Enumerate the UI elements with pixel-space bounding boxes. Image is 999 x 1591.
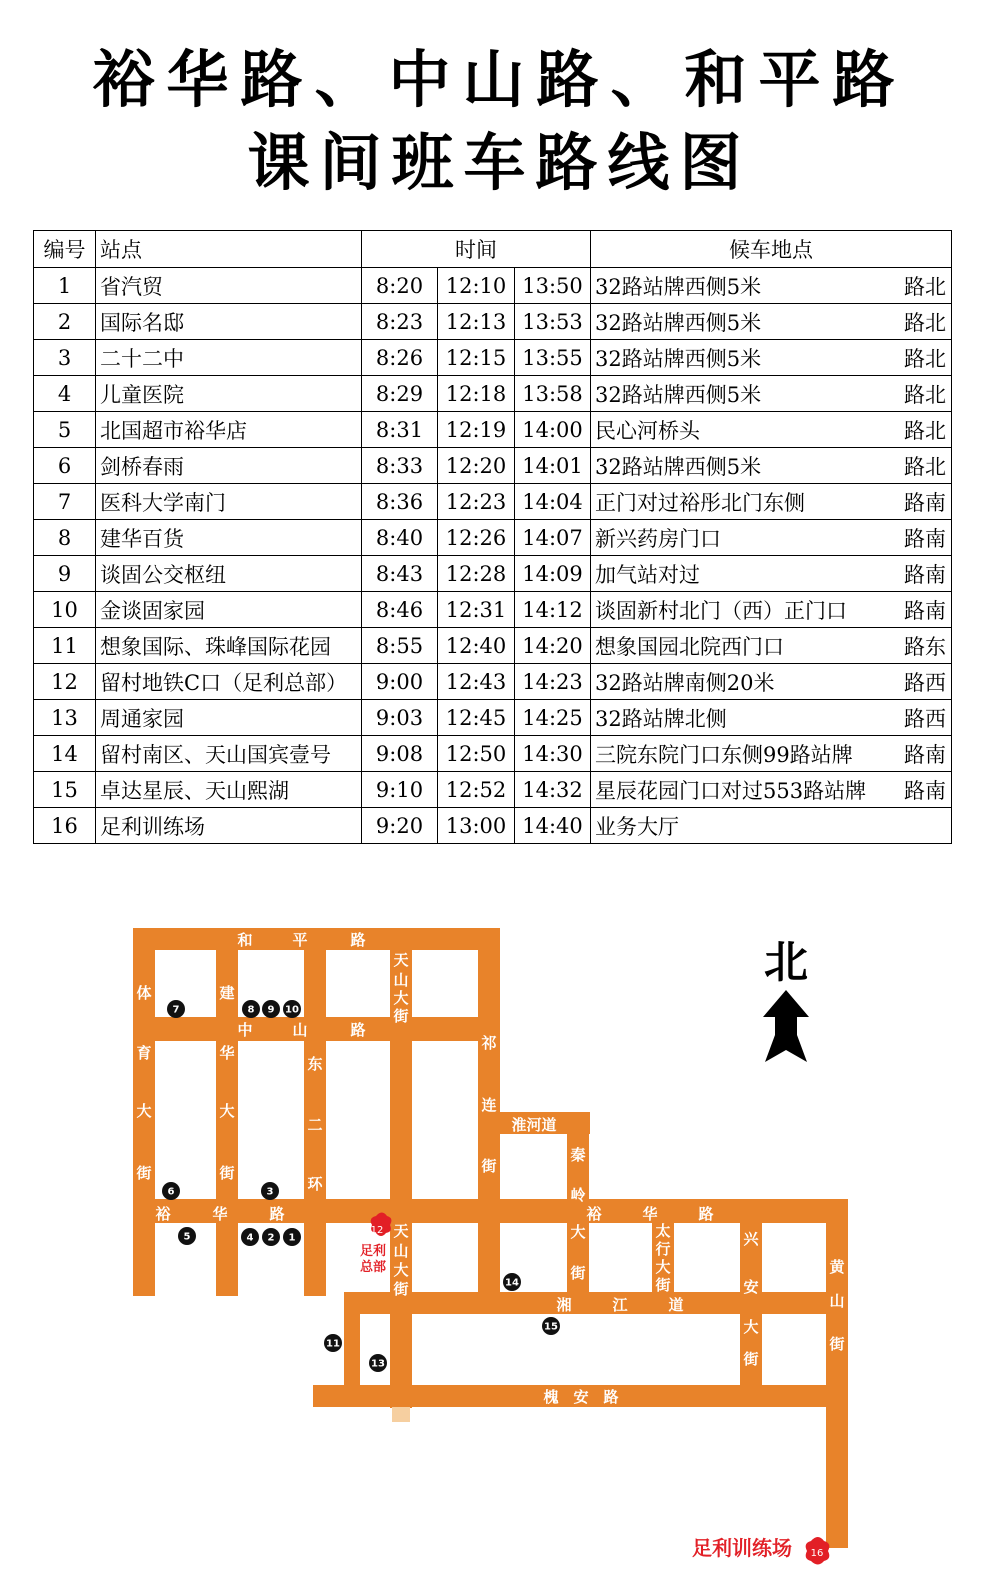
cell-time-2: 12:18 — [438, 376, 515, 412]
cell-no: 3 — [34, 340, 96, 376]
north-arrow-icon — [763, 990, 809, 1062]
road-label-huaian: 路 — [603, 1388, 619, 1406]
cell-no: 2 — [34, 304, 96, 340]
table-row — [34, 808, 952, 844]
cell-time-2: 12:52 — [438, 772, 515, 808]
table-row — [34, 484, 952, 520]
location-direction: 路南 — [904, 526, 947, 551]
road-label-tiyu: 育 — [136, 1044, 152, 1062]
road-label-tianshan-north: 街 — [393, 1007, 409, 1025]
road-label-taihang: 行 — [655, 1240, 671, 1258]
table-row — [34, 376, 952, 412]
cell-time-1: 9:20 — [362, 808, 438, 844]
location-text: 32路站牌西侧5米 — [595, 382, 762, 407]
road-label-taihang: 太 — [655, 1222, 671, 1240]
road-label-jianhua: 华 — [219, 1044, 235, 1062]
cell-time-2: 12:50 — [438, 736, 515, 772]
cell-time-2: 12:10 — [438, 268, 515, 304]
north-arrow — [763, 937, 809, 1062]
road-label-jianhua: 建 — [219, 984, 235, 1002]
cell-time-1: 8:29 — [362, 376, 438, 412]
cell-stop: 想象国际、珠峰国际花园 — [96, 628, 362, 664]
road-label-jianhua: 大 — [219, 1102, 235, 1120]
table-row — [34, 736, 952, 772]
stop-marker-number: 14 — [505, 1277, 519, 1289]
cell-location — [591, 808, 952, 844]
cell-no: 14 — [34, 736, 96, 772]
stop-marker-number: 2 — [267, 1232, 275, 1244]
road-label-qinling: 秦 — [570, 1146, 586, 1164]
road-label-yuhua-west: 华 — [212, 1205, 228, 1223]
header-stop: 站点 — [96, 231, 362, 268]
location-text: 32路站牌西侧5米 — [595, 346, 762, 371]
cell-stop: 留村南区、天山国宾壹号 — [96, 736, 362, 772]
stop-marker-number: 1 — [288, 1232, 296, 1244]
cell-time-2: 12:28 — [438, 556, 515, 592]
cell-time-3: 13:58 — [515, 376, 591, 412]
cell-time-2: 12:31 — [438, 592, 515, 628]
cell-time-2: 12:13 — [438, 304, 515, 340]
table-row — [34, 412, 952, 448]
location-text: 32路站牌西侧5米 — [595, 310, 762, 335]
stop-marker-number: 5 — [183, 1231, 191, 1243]
road-label-xiangjiang: 道 — [668, 1296, 684, 1314]
road-label-yuhua-east: 华 — [642, 1205, 658, 1223]
page-title-line1: 裕华路、中山路、和平路 — [92, 43, 907, 116]
table-row — [34, 772, 952, 808]
road-label-xingan: 安 — [743, 1278, 759, 1296]
road-label-xingan: 兴 — [743, 1230, 759, 1248]
road-label-tianshan-north: 天 — [393, 951, 409, 969]
cell-stop: 医科大学南门 — [96, 484, 362, 520]
cell-no: 16 — [34, 808, 96, 844]
road-label-dong2huan: 二 — [307, 1116, 323, 1134]
north-label: 北 — [764, 937, 808, 988]
cell-time-2: 12:15 — [438, 340, 515, 376]
road-label-yuhua-east: 裕 — [586, 1205, 602, 1223]
cell-time-2: 12:40 — [438, 628, 515, 664]
stop-marker-number: 3 — [266, 1186, 274, 1198]
cell-time-1: 8:36 — [362, 484, 438, 520]
cell-time-3: 14:25 — [515, 700, 591, 736]
schedule-table — [33, 230, 952, 844]
location-text: 32路站牌西侧5米 — [595, 274, 762, 299]
road-label-huangshan: 黄 — [829, 1258, 845, 1276]
cell-no: 4 — [34, 376, 96, 412]
location-text: 业务大厅 — [595, 814, 680, 839]
road-label-zhongshan: 路 — [350, 1021, 366, 1039]
stop-marker-number: 15 — [544, 1321, 558, 1333]
road-label-tiyu: 街 — [136, 1164, 152, 1182]
road-label-tiyu: 体 — [136, 984, 152, 1002]
training-number: 16 — [810, 1548, 824, 1559]
location-direction: 路西 — [904, 670, 947, 695]
cell-time-3: 14:30 — [515, 736, 591, 772]
cell-stop: 国际名邸 — [96, 304, 362, 340]
location-direction: 路北 — [904, 382, 947, 407]
location-text: 三院东院门口东侧99路站牌 — [595, 742, 853, 767]
road-label-tianshan-south: 山 — [393, 1242, 409, 1260]
road-label-dong2huan: 东 — [307, 1055, 323, 1073]
cell-stop: 二十二中 — [96, 340, 362, 376]
cell-time-3: 14:01 — [515, 448, 591, 484]
stop-marker-number: 4 — [246, 1232, 254, 1244]
cell-stop: 建华百货 — [96, 520, 362, 556]
table-row — [34, 304, 952, 340]
location-text: 谈固新村北门（西）正门口 — [595, 598, 848, 623]
road-label-tianshan-south: 大 — [393, 1261, 409, 1279]
location-direction: 路北 — [904, 418, 947, 443]
cell-no: 5 — [34, 412, 96, 448]
cell-stop: 北国超市裕华店 — [96, 412, 362, 448]
cell-location — [591, 772, 952, 808]
cell-time-3: 13:50 — [515, 268, 591, 304]
cell-location — [591, 268, 952, 304]
road-label-tianshan-north: 山 — [393, 971, 409, 989]
road-label-qilian: 街 — [481, 1157, 497, 1175]
cell-location — [591, 340, 952, 376]
cell-location — [591, 376, 952, 412]
location-direction: 路南 — [904, 742, 947, 767]
cell-location — [591, 700, 952, 736]
cell-time-2: 12:45 — [438, 700, 515, 736]
location-text: 想象国园北院西门口 — [595, 634, 785, 659]
cell-stop: 周通家园 — [96, 700, 362, 736]
cell-time-1: 8:43 — [362, 556, 438, 592]
cell-no: 10 — [34, 592, 96, 628]
road-label-heping: 和 — [237, 931, 253, 949]
cell-no: 15 — [34, 772, 96, 808]
cell-time-1: 8:40 — [362, 520, 438, 556]
location-text: 新兴药房门口 — [595, 526, 722, 551]
cell-stop: 剑桥春雨 — [96, 448, 362, 484]
road-label-heping: 平 — [292, 931, 308, 949]
road-label-qinling: 岭 — [570, 1186, 586, 1204]
location-text: 32路站牌西侧5米 — [595, 454, 762, 479]
training-label: 足利训练场 — [692, 1536, 792, 1560]
road-label-huaihe: 淮河道 — [511, 1116, 557, 1134]
stop-marker-number: 7 — [172, 1004, 180, 1016]
road-label-xiangjiang: 江 — [612, 1296, 628, 1314]
cell-no: 13 — [34, 700, 96, 736]
cell-location — [591, 304, 952, 340]
cell-location — [591, 736, 952, 772]
cell-location — [591, 628, 952, 664]
cell-stop: 儿童医院 — [96, 376, 362, 412]
cell-time-1: 8:33 — [362, 448, 438, 484]
cell-time-1: 8:46 — [362, 592, 438, 628]
road-label-yuhua-west: 裕 — [155, 1205, 171, 1223]
cell-location — [591, 592, 952, 628]
road-label-qilian: 连 — [481, 1096, 497, 1114]
stop-marker-number: 8 — [247, 1004, 255, 1016]
page-title-line2: 课间班车路线图 — [247, 126, 752, 199]
cell-time-2: 12:43 — [438, 664, 515, 700]
cell-time-3: 14:07 — [515, 520, 591, 556]
cell-time-2: 12:20 — [438, 448, 515, 484]
hq-label-2: 总部 — [359, 1260, 387, 1275]
cell-location — [591, 412, 952, 448]
cell-no: 9 — [34, 556, 96, 592]
header-no: 编号 — [34, 231, 96, 268]
road-label-zhongshan: 山 — [292, 1021, 308, 1039]
table-row — [34, 268, 952, 304]
cell-time-3: 14:23 — [515, 664, 591, 700]
road-label-tiyu: 大 — [136, 1102, 152, 1120]
stop-marker-number: 10 — [285, 1004, 299, 1016]
road-label-huaian: 安 — [573, 1388, 589, 1406]
cell-time-1: 8:26 — [362, 340, 438, 376]
cell-time-2: 12:26 — [438, 520, 515, 556]
table-header-row — [34, 231, 952, 268]
road-label-qilian: 祁 — [481, 1034, 497, 1052]
road-label-taihang: 街 — [655, 1276, 671, 1294]
road-label-taihang: 大 — [655, 1258, 671, 1276]
table-row — [34, 592, 952, 628]
cell-stop: 卓达星辰、天山熙湖 — [96, 772, 362, 808]
road-label-tianshan-south: 天 — [393, 1222, 409, 1240]
training-ground — [692, 1536, 829, 1565]
hq-number: 12 — [370, 1225, 384, 1236]
cell-no: 1 — [34, 268, 96, 304]
road-label-qinling: 街 — [570, 1264, 586, 1282]
cell-location — [591, 556, 952, 592]
cell-time-1: 8:20 — [362, 268, 438, 304]
road-label-zhongshan: 中 — [237, 1021, 253, 1039]
table-row — [34, 700, 952, 736]
cell-location — [591, 664, 952, 700]
road-label-yuhua-west: 路 — [269, 1205, 285, 1223]
stop-marker-number: 13 — [371, 1358, 385, 1370]
table-row — [34, 448, 952, 484]
location-direction: 路南 — [904, 490, 947, 515]
road-label-xingan: 大 — [743, 1318, 759, 1336]
table-row — [34, 664, 952, 700]
cell-no: 12 — [34, 664, 96, 700]
header-location: 候车地点 — [591, 231, 952, 268]
road-label-xingan: 街 — [743, 1350, 759, 1368]
cell-time-3: 14:04 — [515, 484, 591, 520]
road-label-tianshan-north: 大 — [393, 989, 409, 1007]
table-row — [34, 520, 952, 556]
cell-time-1: 9:08 — [362, 736, 438, 772]
stop-marker-number: 9 — [267, 1004, 275, 1016]
location-text: 32路站牌南侧20米 — [595, 670, 775, 695]
cell-time-1: 9:00 — [362, 664, 438, 700]
cell-no: 8 — [34, 520, 96, 556]
cell-time-1: 9:10 — [362, 772, 438, 808]
cell-stop: 留村地铁C口（足利总部） — [96, 664, 362, 700]
cell-time-1: 8:23 — [362, 304, 438, 340]
location-text: 正门对过裕彤北门东侧 — [595, 490, 806, 515]
location-direction: 路南 — [904, 562, 947, 587]
location-direction: 路北 — [904, 274, 947, 299]
road-label-heping: 路 — [350, 931, 366, 949]
location-direction: 路南 — [904, 778, 947, 803]
cell-time-1: 8:55 — [362, 628, 438, 664]
hq-label-1: 足利 — [359, 1244, 387, 1259]
road-label-jianhua: 街 — [219, 1164, 235, 1182]
road-label-xiangjiang: 湘 — [556, 1296, 572, 1314]
road-label-huaian: 槐 — [543, 1388, 559, 1406]
cell-time-3: 14:32 — [515, 772, 591, 808]
route-map — [0, 890, 999, 1591]
cell-time-3: 14:12 — [515, 592, 591, 628]
cell-time-3: 13:55 — [515, 340, 591, 376]
location-direction: 路东 — [904, 634, 947, 659]
cell-time-1: 9:03 — [362, 700, 438, 736]
road-label-yuhua-east: 路 — [698, 1205, 714, 1223]
cell-location — [591, 484, 952, 520]
table-row — [34, 628, 952, 664]
cell-stop: 省汽贸 — [96, 268, 362, 304]
cell-time-3: 14:20 — [515, 628, 591, 664]
location-direction: 路西 — [904, 706, 947, 731]
cell-time-3: 13:53 — [515, 304, 591, 340]
table-row — [34, 556, 952, 592]
location-direction: 路北 — [904, 454, 947, 479]
location-text: 32路站牌北侧 — [595, 706, 727, 731]
cell-time-3: 14:09 — [515, 556, 591, 592]
header-time: 时间 — [362, 231, 591, 268]
cell-time-2: 13:00 — [438, 808, 515, 844]
cell-stop: 金谈固家园 — [96, 592, 362, 628]
cell-time-2: 12:23 — [438, 484, 515, 520]
location-text: 民心河桥头 — [595, 418, 701, 443]
cell-no: 6 — [34, 448, 96, 484]
location-direction: 路北 — [904, 310, 947, 335]
road-label-qinling: 大 — [570, 1223, 586, 1241]
cell-location — [591, 520, 952, 556]
location-direction: 路南 — [904, 598, 947, 623]
stop-marker-number: 11 — [326, 1338, 340, 1350]
cell-location — [591, 448, 952, 484]
cell-stop: 足利训练场 — [96, 808, 362, 844]
location-text: 加气站对过 — [595, 562, 701, 587]
stop-marker-number: 6 — [167, 1186, 175, 1198]
cell-no: 11 — [34, 628, 96, 664]
road-label-huangshan: 街 — [829, 1335, 845, 1353]
cell-time-3: 14:00 — [515, 412, 591, 448]
cell-time-3: 14:40 — [515, 808, 591, 844]
cell-time-2: 12:19 — [438, 412, 515, 448]
location-text: 星辰花园门口对过553路站牌 — [595, 778, 867, 803]
road-label-tianshan-south: 街 — [393, 1280, 409, 1298]
cell-no: 7 — [34, 484, 96, 520]
road-label-huangshan: 山 — [829, 1292, 845, 1310]
table-row — [34, 340, 952, 376]
cell-time-1: 8:31 — [362, 412, 438, 448]
road-label-dong2huan: 环 — [307, 1175, 323, 1193]
location-direction: 路北 — [904, 346, 947, 371]
cell-stop: 谈固公交枢纽 — [96, 556, 362, 592]
